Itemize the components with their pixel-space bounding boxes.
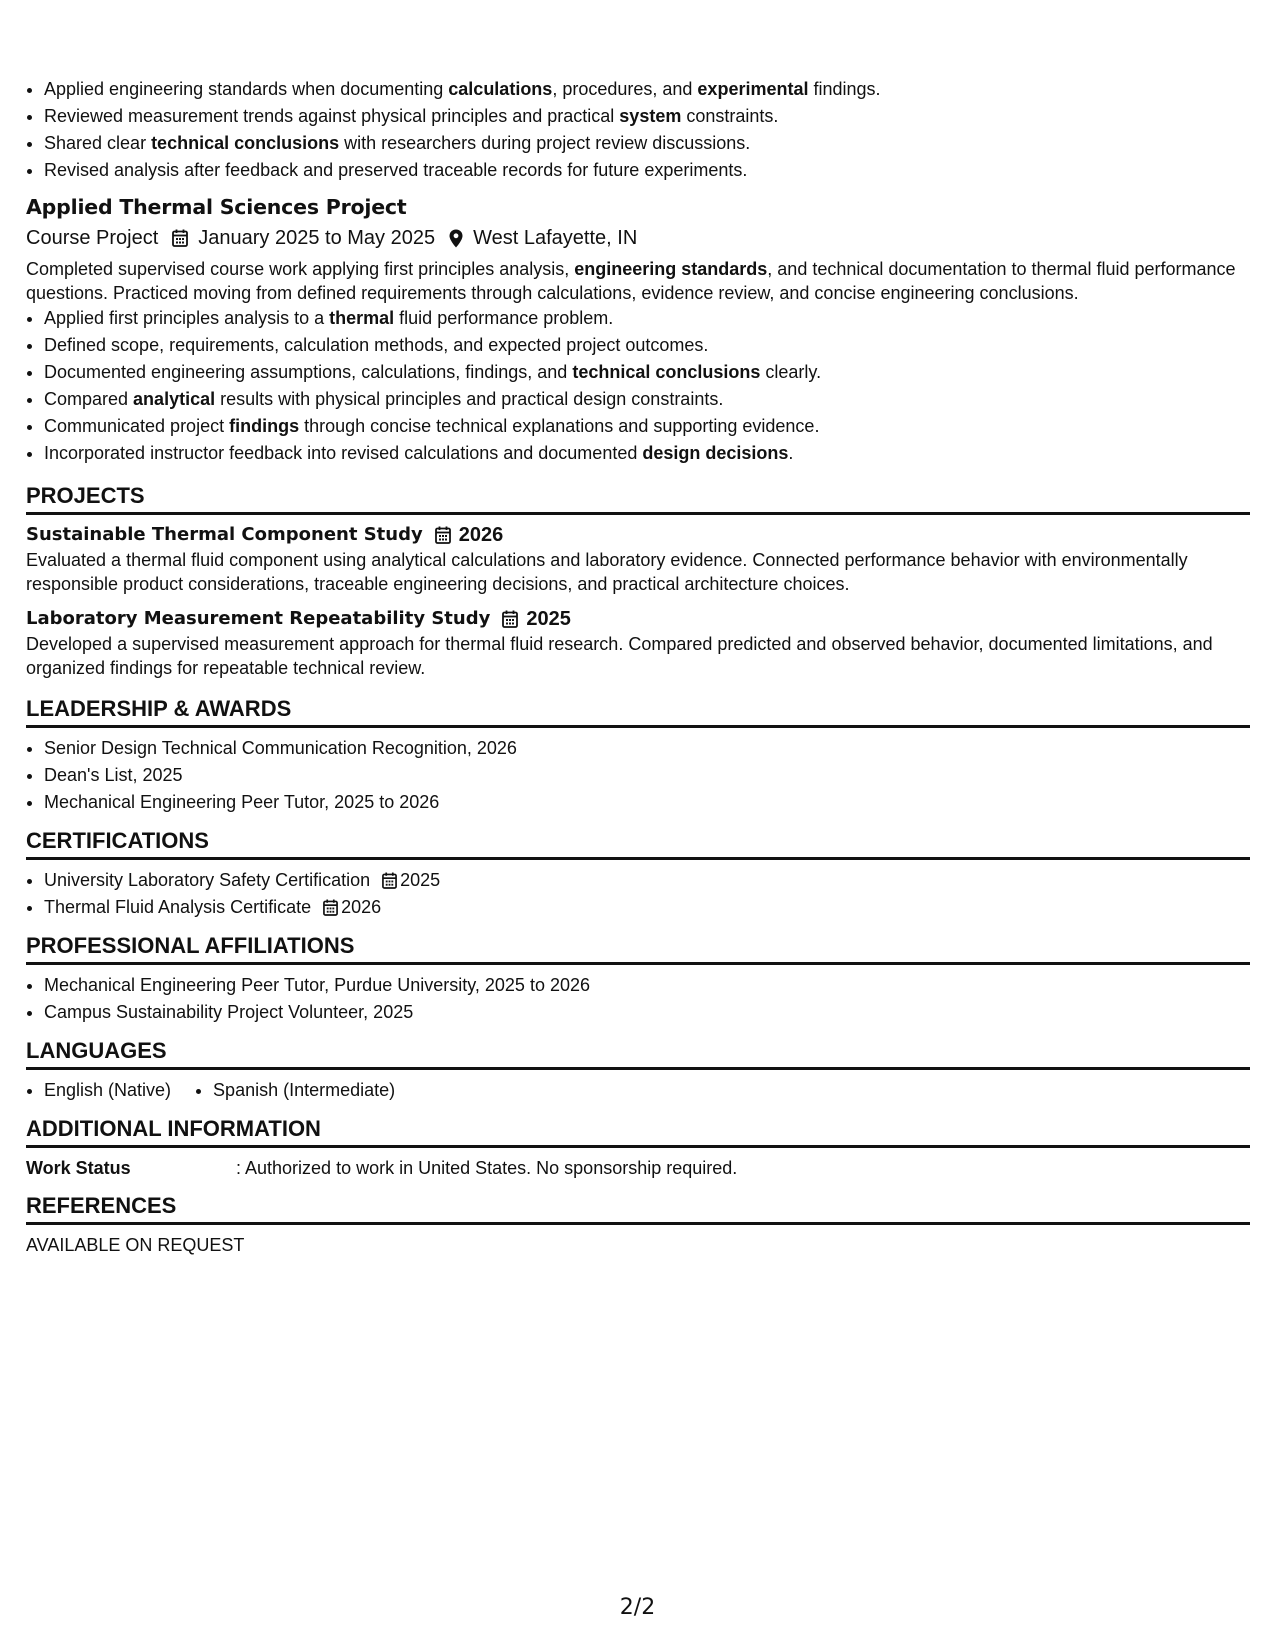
project-item-title [26,606,1250,632]
certifications-list [26,867,1250,921]
map-pin-icon [449,229,463,248]
section-heading: ADDITIONAL INFORMATION [26,1116,1250,1148]
section-heading: REFERENCES [26,1193,1250,1225]
bold-keyword: findings [229,416,300,436]
section-heading: PROFESSIONAL AFFILIATIONS [26,933,1250,965]
calendar-icon [323,899,338,916]
list-item: • Mechanical Engineering Peer Tutor, 2025 to 2026 [44,789,1250,816]
list-item: • Reviewed measurement trends against physical principles and practical system constraints. [44,103,1250,130]
work-status-row [26,1155,1250,1181]
list-item: • Incorporated instructor feedback into revised calculations and documented design decisions. [44,440,1250,467]
calendar-icon [435,526,451,544]
bold-keyword: technical conclusions [151,133,340,153]
list-item: • Communicated project findings through concise technical explanations and supporting evidence. [44,413,1250,440]
certification-name: • University Laboratory Safety Certification [44,870,371,890]
list-item: • Mechanical Engineering Peer Tutor, Purdue University, 2025 to 2026 [44,972,1250,999]
project-location: West Lafayette, IN [473,227,638,249]
leadership-section [26,696,1250,816]
project-year: 2026 [458,524,504,546]
project-name: Laboratory Measurement Repeatability Study [26,608,491,629]
section-heading: CERTIFICATIONS [26,828,1250,860]
bold-keyword: engineering standards [574,259,768,279]
languages-section [26,1038,1250,1104]
bold-keyword: design decisions [642,443,789,463]
project-dates: January 2025 to May 2025 [198,227,436,249]
list-item: • Dean's List, 2025 [44,762,1250,789]
project-item-title [26,522,1250,548]
bold-keyword: thermal [329,308,395,328]
bold-keyword: calculations [448,79,553,99]
calendar-icon [172,229,188,247]
list-item: • Campus Sustainability Project Volunteer, 2025 [44,999,1250,1026]
list-item: • Defined scope, requirements, calculation methods, and expected project outcomes. [44,332,1250,359]
list-item: • Compared analytical results with physical principles and practical design constraints. [44,386,1250,413]
calendar-icon [382,872,397,889]
experience-bullets [26,76,1250,184]
project-type: Course Project [26,227,159,249]
project-year: 2025 [526,608,571,630]
languages-list [26,1077,1250,1104]
section-heading: LEADERSHIP & AWARDS [26,696,1250,728]
bold-keyword: technical conclusions [572,362,761,382]
certification-entry [44,894,1250,921]
certification-entry [44,867,1250,894]
list-item: • English (Native) [44,1077,171,1104]
section-heading: PROJECTS [26,483,1250,515]
resume-page [26,76,1250,1258]
project-description: Developed a supervised measurement approach for thermal fluid research. Compared predicted and observed behavior, documented limitations, and organized findings for repeatable technical review. [26,634,1213,678]
bold-keyword: analytical [133,389,216,409]
page-number: 2/2 [619,1595,656,1620]
list-item: • Revised analysis after feedback and preserved traceable records for future experiments. [44,157,1250,184]
references-section [26,1193,1250,1258]
work-status-value: : Authorized to work in United States. No sponsorship required. [236,1158,738,1178]
project-bullets [26,305,1250,467]
projects-section [26,483,1250,680]
affiliations-section [26,933,1250,1026]
bold-keyword: system [619,106,682,126]
calendar-icon [502,610,518,628]
project-title: Applied Thermal Sciences Project [26,195,407,219]
project-description: Evaluated a thermal fluid component using analytical calculations and laboratory evidence. Connected performance behavior with environmentally responsible product considerations, traceable engineering decisions, and practical architecture choices. [26,550,1188,594]
section-heading: LANGUAGES [26,1038,1250,1070]
list-item: • Spanish (Intermediate) [213,1077,395,1104]
project-meta [26,223,1250,253]
list-item [44,894,1250,921]
affiliations-list [26,972,1250,1026]
bold-keyword: experimental [697,79,809,99]
certification-year: 2025 [400,870,441,890]
project-name: Sustainable Thermal Component Study [26,524,423,545]
list-item: • Documented engineering assumptions, calculations, findings, and technical conclusions clearly. [44,359,1250,386]
leadership-list [26,735,1250,816]
list-item: • Applied engineering standards when documenting calculations, procedures, and experimental findings. [44,76,1250,103]
list-item: • Shared clear technical conclusions with researchers during project review discussions. [44,130,1250,157]
certifications-section [26,828,1250,921]
certification-year: 2026 [341,897,382,917]
list-item: • Senior Design Technical Communication Recognition, 2026 [44,735,1250,762]
references-text: AVAILABLE ON REQUEST [26,1235,245,1255]
project-summary: Completed supervised course work applying first principles analysis, engineering standards, and technical documentation to thermal fluid performance questions. Practiced moving from defined requirements through calculations, evidence review, and concise engineering conclusions. [26,259,1236,303]
work-status-label: Work Status [26,1158,131,1178]
list-item [44,867,1250,894]
list-item: • Applied first principles analysis to a thermal fluid performance problem. [44,305,1250,332]
additional-info-section [26,1116,1250,1181]
certification-name: • Thermal Fluid Analysis Certificate [44,897,312,917]
